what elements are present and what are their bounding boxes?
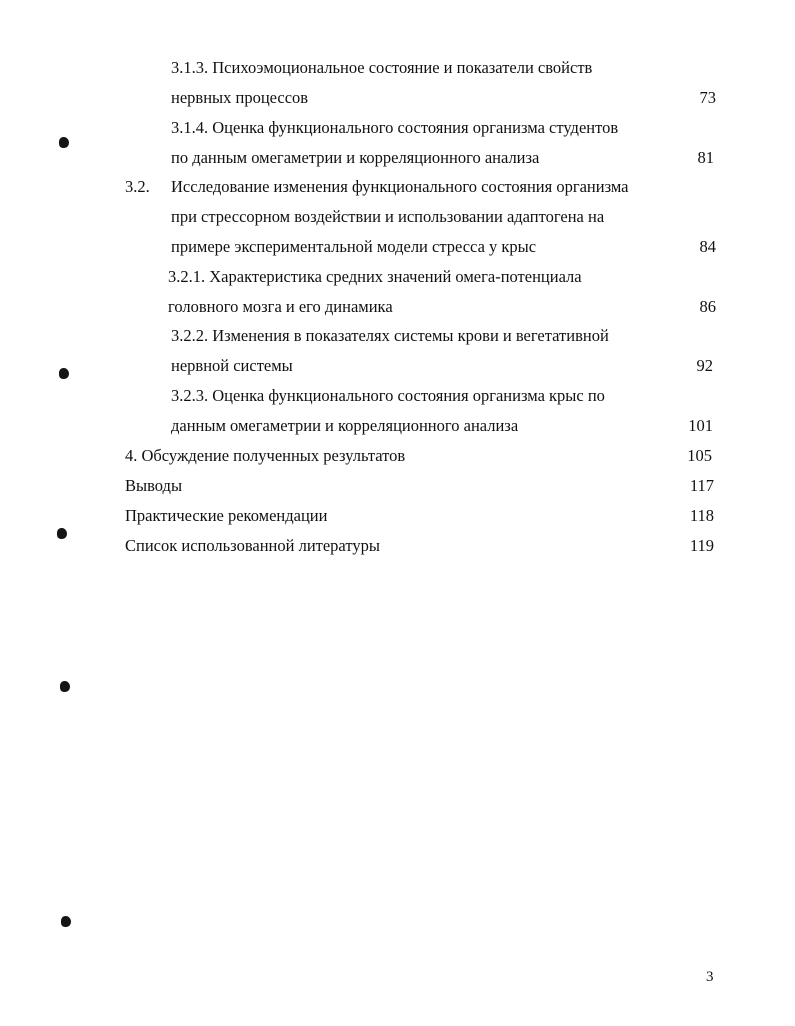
toc-entry-3-2-2-line1: 3.2.2. Изменения в показателях системы крови и вегетативной <box>171 326 609 345</box>
toc-entry-3-2-2-line2: нервной системы <box>171 356 293 375</box>
toc-page-bibliography: 119 <box>689 536 714 555</box>
toc-entry-3-2-1-line1: 3.2.1. Характеристика средних значений омега-потенциала <box>168 267 582 286</box>
page-number: 3 <box>706 969 714 985</box>
binding-hole-mark <box>60 681 70 692</box>
toc-entry-bibliography: Список использованной литературы <box>125 536 380 555</box>
toc-page-3-1-3: 73 <box>699 88 716 107</box>
binding-hole-mark <box>57 528 67 539</box>
toc-page-recommendations: 118 <box>689 506 714 525</box>
toc-entry-3-2-line3: примере экспериментальной модели стресса у крыс <box>171 237 537 256</box>
toc-page-3-2-2: 92 <box>696 356 713 375</box>
toc-page-3-1-4: 81 <box>697 148 714 167</box>
binding-hole-mark <box>59 137 69 148</box>
toc-page-3-2: 84 <box>699 237 716 256</box>
toc-entry-3-2-line1: Исследование изменения функционального состояния организма <box>171 177 629 196</box>
toc-page-3-2-3: 101 <box>688 416 713 435</box>
toc-entry-3-1-4-line1: 3.1.4. Оценка функционального состояния организма студентов <box>171 118 619 137</box>
toc-entry-conclusions: Выводы <box>125 476 183 495</box>
toc-page-4: 105 <box>687 446 712 465</box>
toc-page-3-2-1: 86 <box>699 297 716 316</box>
binding-hole-mark <box>61 916 71 927</box>
toc-entry-4: 4. Обсуждение полученных результатов <box>125 446 406 465</box>
toc-entry-3-2-1-line2: головного мозга и его динамика <box>168 297 393 316</box>
toc-entry-3-2-line2: при стрессорном воздействии и использовании адаптогена на <box>171 207 605 226</box>
toc-entry-3-1-4-line2: по данным омегаметрии и корреляционного анализа <box>171 148 540 167</box>
toc-entry-recommendations: Практические рекомендации <box>125 506 328 525</box>
toc-entry-3-1-3-line1: 3.1.3. Психоэмоциональное состояние и показатели свойств <box>171 58 593 77</box>
toc-entry-3-2-3-line2: данным омегаметрии и корреляционного анализа <box>171 416 519 435</box>
toc-entry-3-2-3-line1: 3.2.3. Оценка функционального состояния организма крыс по <box>171 386 605 405</box>
binding-hole-mark <box>59 368 69 379</box>
toc-page-conclusions: 117 <box>689 476 714 495</box>
toc-entry-3-1-3-line2: нервных процессов <box>171 88 309 107</box>
toc-section-number-3-2: 3.2. <box>125 177 150 196</box>
